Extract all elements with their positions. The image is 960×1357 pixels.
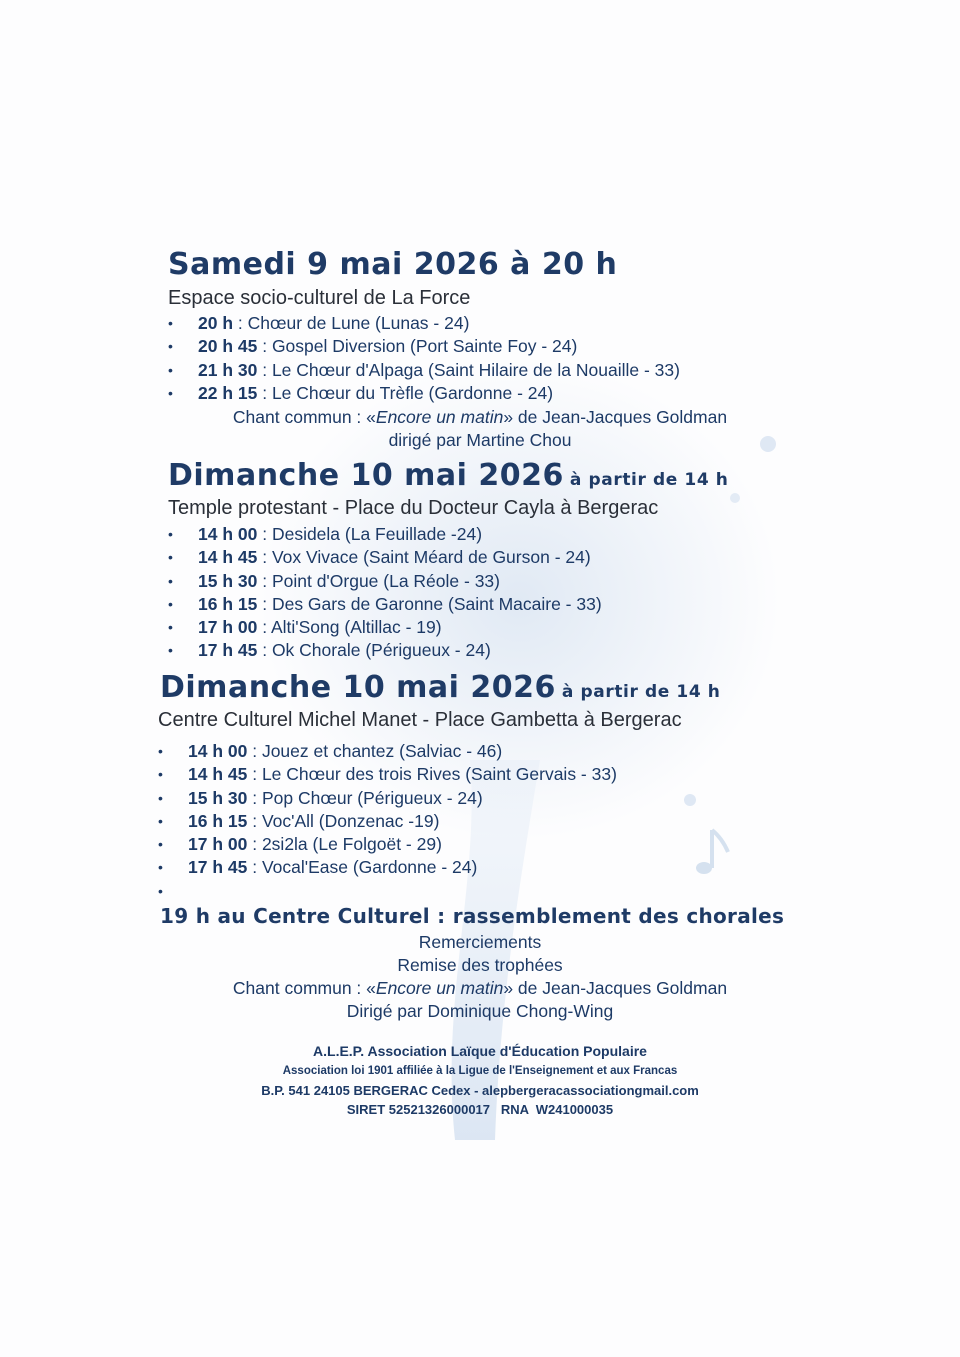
section-2-programme-list <box>168 523 602 663</box>
section-1-heading <box>168 247 617 282</box>
closing-trophies: Remise des trophées <box>397 955 563 975</box>
list-item: • 20 h 45 : Gospel Diversion (Port Sainte Foy - 24) <box>168 335 680 358</box>
list-item: • 15 h 30 : Pop Chœur (Périgueux - 24) <box>158 787 617 810</box>
list-item: • 17 h 00 : Alti'Song (Altillac - 19) <box>168 616 602 639</box>
closing-title: 19 h au Centre Culturel : rassemblement des chorales <box>160 904 785 928</box>
list-item: • 21 h 30 : Le Chœur d'Alpaga (Saint Hilaire de la Nouaille - 33) <box>168 359 680 382</box>
section-3-heading-suffix: à partir de 14 h <box>561 682 721 702</box>
list-item: • 14 h 45 : Le Chœur des trois Rives (Saint Gervais - 33) <box>158 763 617 786</box>
closing-chant-commun: Chant commun : «Encore un matin» de Jean-Jacques Goldman <box>232 978 728 998</box>
closing-thanks: Remerciements <box>418 932 542 952</box>
section-3-venue: Centre Culturel Michel Manet - Place Gambetta à Bergerac <box>158 709 682 731</box>
list-item: • 17 h 45 : Vocal'Ease (Gardonne - 24) <box>158 856 617 879</box>
footer-address: B.P. 541 24105 BERGERAC Cedex - alepbergeracassociationgmail.com <box>261 1083 699 1098</box>
section-2-heading-text: Dimanche 10 mai 2026 <box>168 458 564 493</box>
section-2-heading-suffix: à partir de 14 h <box>569 470 729 490</box>
list-item: • 14 h 00 : Jouez et chantez (Salviac - 46) <box>158 740 617 763</box>
footer-law: Association loi 1901 affiliée à la Ligue de l'Enseignement et aux Francas <box>282 1065 678 1077</box>
footer-ids: SIRET 52521326000017 RNA W241000035 <box>346 1102 614 1117</box>
footer-org: A.L.E.P. Association Laïque d'Éducation Populaire <box>313 1043 647 1059</box>
section-1-conductor: dirigé par Martine Chou <box>388 430 572 450</box>
closing-conductor: Dirigé par Dominique Chong-Wing <box>346 1001 614 1021</box>
section-2-heading <box>168 458 728 493</box>
list-item: • 20 h : Chœur de Lune (Lunas - 24) <box>168 312 680 335</box>
list-item: • 16 h 15 : Des Gars de Garonne (Saint Macaire - 33) <box>168 593 602 616</box>
list-item: • 14 h 00 : Desidela (La Feuillade -24) <box>168 523 602 546</box>
list-item: • 14 h 45 : Vox Vivace (Saint Méard de Gurson - 24) <box>168 546 602 569</box>
section-3-programme-list <box>158 740 617 903</box>
section-1-chant-commun: Chant commun : «Encore un matin» de Jean-Jacques Goldman <box>232 407 728 427</box>
list-item: • 22 h 15 : Le Chœur du Trèfle (Gardonne - 24) <box>168 382 680 405</box>
list-item: • 16 h 15 : Voc'All (Donzenac -19) <box>158 810 617 833</box>
section-2-venue: Temple protestant - Place du Docteur Cayla à Bergerac <box>168 497 659 519</box>
section-1-heading-text: Samedi 9 mai 2026 à 20 h <box>168 247 618 282</box>
list-item: • 17 h 45 : Ok Chorale (Périgueux - 24) <box>168 639 602 662</box>
list-item: • 17 h 00 : 2si2la (Le Folgoët - 29) <box>158 833 617 856</box>
section-3-heading <box>160 670 720 705</box>
section-3-heading-text: Dimanche 10 mai 2026 <box>160 670 556 705</box>
section-1-programme-list <box>168 312 680 405</box>
section-1-venue: Espace socio-culturel de La Force <box>168 287 471 309</box>
list-item: • 15 h 30 : Point d'Orgue (La Réole - 33) <box>168 570 602 593</box>
list-item <box>158 880 617 903</box>
